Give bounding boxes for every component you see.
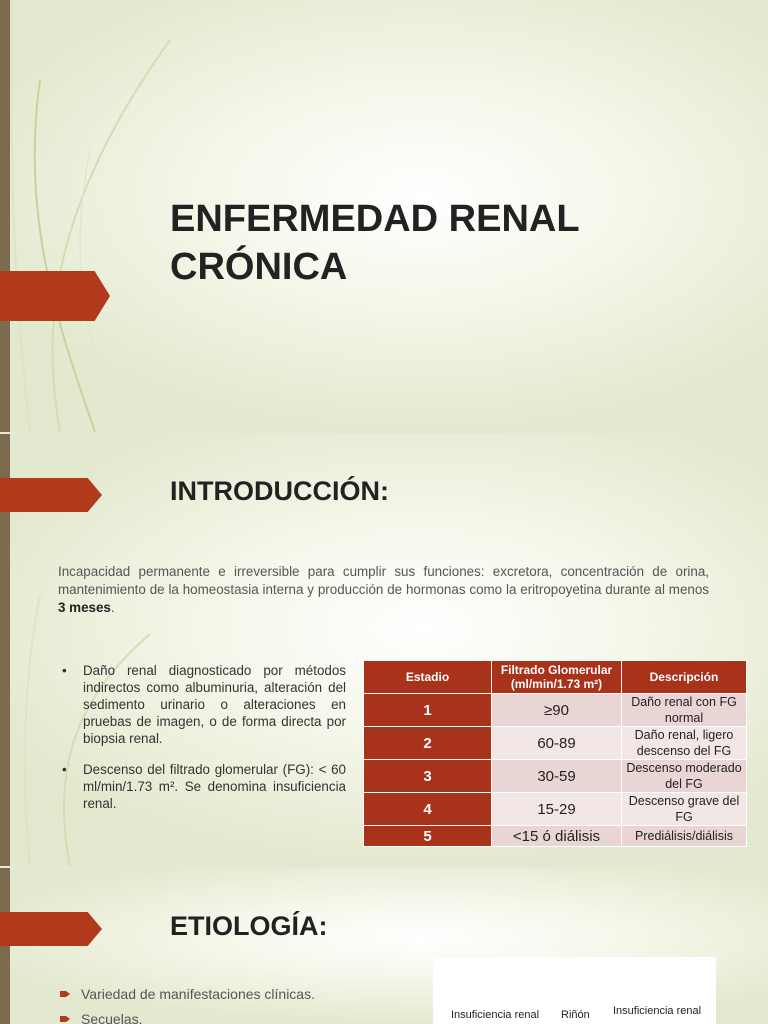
list-item: Secuelas. (60, 1007, 315, 1024)
figure-label: Insuficiencia renal (613, 1005, 702, 1017)
left-accent-bar (0, 0, 10, 432)
list-item: Variedad de manifestaciones clínicas. (60, 982, 315, 1007)
stage-cell: 1 (364, 694, 492, 727)
title-arrow-marker (0, 271, 110, 321)
etiologia-heading: ETIOLOGÍA: (170, 911, 328, 941)
erc-stages-table (363, 660, 747, 847)
introduccion-paragraph: Incapacidad permanente e irreversible para cumplir sus funciones: excretora, concentración de orina, mantenimiento de la homeostasia interna y producción de hormonas como la eritropoyetina durante al menos 3 meses. (58, 564, 709, 616)
description-cell: Daño renal, ligero descenso del FG (622, 727, 747, 760)
etiologia-list (60, 982, 315, 1024)
description-cell: Descenso moderado del FG (622, 760, 747, 793)
title-line-1: ENFERMEDAD RENAL (170, 198, 580, 240)
description-cell: Descenso grave del FG (622, 793, 747, 826)
fg-cell: <15 ó diálisis (492, 826, 622, 847)
title-line-2: CRÓNICA (170, 246, 348, 288)
table-row (364, 694, 747, 727)
etiologia-figure (433, 957, 716, 1024)
fg-cell: 15-29 (492, 793, 622, 826)
table-row (364, 826, 747, 847)
description-cell: Prediálisis/diálisis (622, 826, 747, 847)
figure-label: Riñón (561, 1009, 590, 1021)
slide-title (0, 0, 768, 432)
column-header-descripcion: Descripción (622, 661, 747, 694)
table-row (364, 793, 747, 826)
column-header-estadio: Estadio (364, 661, 492, 694)
fg-cell: 60-89 (492, 727, 622, 760)
slide-etiologia (0, 868, 768, 1024)
heading-arrow-marker (0, 478, 102, 512)
stage-cell: 3 (364, 760, 492, 793)
stage-cell: 4 (364, 793, 492, 826)
slide-introduccion (0, 434, 768, 866)
table-row (364, 760, 747, 793)
table-row (364, 727, 747, 760)
list-item: • Descenso del filtrado glomerular (FG): < 60 ml/min/1.73 m². Se denomina insuficiencia renal. (62, 761, 346, 812)
description-cell: Daño renal con FG normal (622, 694, 747, 727)
left-accent-bar (0, 868, 10, 1024)
slide-title-text (170, 195, 580, 291)
figure-label: Insuficiencia renal (451, 1009, 540, 1021)
heading-arrow-marker (0, 912, 102, 946)
stage-cell: 5 (364, 826, 492, 847)
introduccion-heading: INTRODUCCIÓN: (170, 476, 389, 506)
criteria-list (62, 662, 346, 826)
stage-cell: 2 (364, 727, 492, 760)
column-header-filtrado: Filtrado Glomerular (ml/min/1.73 m²) (492, 661, 622, 694)
fg-cell: ≥90 (492, 694, 622, 727)
table-header-row (364, 661, 747, 694)
list-item: • Daño renal diagnosticado por métodos indirectos como albuminuria, alteración del sedimento urinario o alteraciones en pruebas de imagen, o de forma directa por biopsia renal. (62, 662, 346, 747)
fg-cell: 30-59 (492, 760, 622, 793)
